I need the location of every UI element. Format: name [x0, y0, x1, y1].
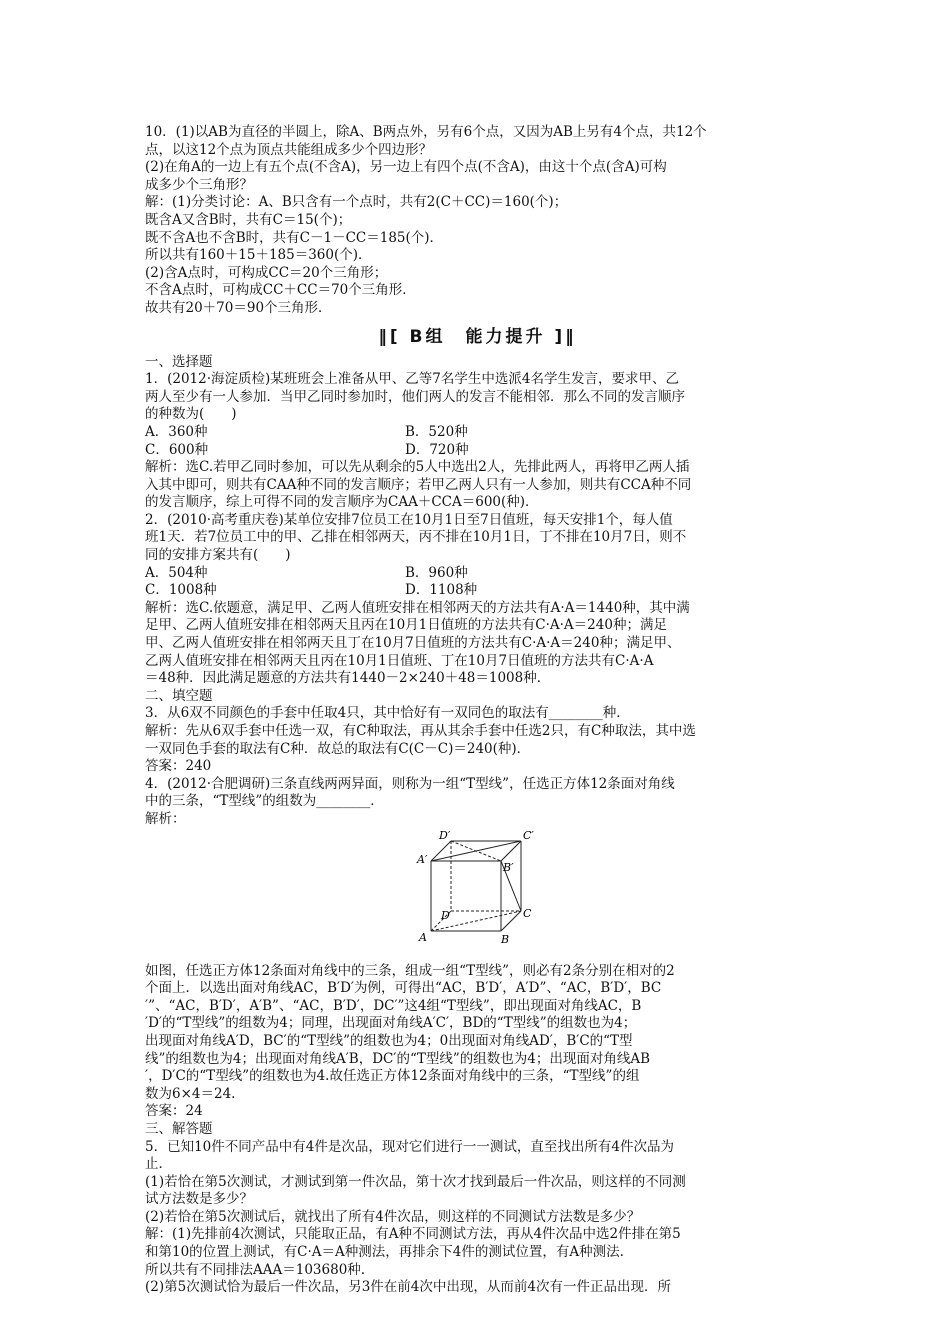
- text-line: 个面上．以选出面对角线AC，B′D′为例，可得出“AC，B′D′，A′D”、“AC，B′D′，BC: [145, 980, 662, 997]
- text-line: (2)若恰在第5次测试后，就找出了所有4件次品，则这样的不同测试方法数是多少？: [145, 1208, 641, 1225]
- options-row: [145, 424, 810, 442]
- text-line: 既不含A也不含B时，共有C－1－CC＝185(个)．: [145, 229, 444, 246]
- option-a: A．360种: [145, 423, 208, 440]
- text-line: 解：(1)先排前4次测试，只能取正品，有A种不同测试方法，再从4件次品中选2件排在第5: [145, 1226, 681, 1243]
- banner-left-bracket: ‖[: [378, 326, 401, 347]
- text-line: 10．(1)以AB为直径的半圆上，除A、B两点外，另有6个点，又因为AB上另有4个点，共12个: [145, 124, 707, 140]
- text-line: 故共有20＋70＝90个三角形．: [145, 299, 332, 316]
- text-line: 足甲、乙两人值班安排在相邻两天且丙在10月1日值班的方法共有C·A·A＝240种；满足: [145, 617, 667, 634]
- text-line: (2)第5次测试恰为最后一件次品，另3件在前4次中出现，从而前4次有一件正品出现．所: [145, 1279, 671, 1296]
- text-line: ′D′的“T型线”的组数为4；同理，出现面对角线A′C′，BD的“T型线”的组数也为4；: [145, 1015, 637, 1032]
- text-line: 的种数为( ): [145, 406, 237, 423]
- text-line: 5．已知10件不同产品中有4件是次品，现对它们进行一一测试，直至找出所有4件次品为: [145, 1138, 674, 1155]
- label-b1: B′: [503, 860, 514, 874]
- label-a1: A′: [417, 852, 428, 866]
- option-d: D．720种: [405, 441, 469, 458]
- text-line: 所以共有160＋15＋185＝360(个)．: [145, 247, 372, 264]
- text-line: ′，D′C的“T型线”的组数也为4.故任选正方体12条面对角线中的三条，“T型线”的组: [145, 1068, 640, 1085]
- text-line: 二、填空题: [145, 687, 213, 704]
- text-line: 班1天．若7位员工中的甲、乙排在相邻两天，丙不排在10月1日，丁不排在10月7日，则不: [145, 529, 687, 546]
- option-a: A．504种: [145, 564, 208, 581]
- text-line: 答案：24: [145, 1103, 203, 1120]
- banner-title: B组 能力提升: [409, 326, 546, 347]
- option-b: B．520种: [405, 423, 468, 440]
- text-line: 解析：选C.若甲乙同时参加，可以先从剩余的5人中选出2人，先排此两人，再将甲乙两人插: [145, 459, 690, 476]
- label-c1: C′: [523, 830, 534, 842]
- text-line: 出现面对角线A′D，BC′的“T型线”的组数也为4；0出现面对角线AD′，B′C的“T型: [145, 1032, 633, 1049]
- solutions-section: [145, 600, 810, 829]
- options-row: [145, 582, 810, 600]
- text-line: 答案：240: [145, 758, 212, 775]
- text-line: 既含A又含B时，共有C＝15(个)；: [145, 211, 352, 228]
- label-d1: D′: [439, 830, 451, 842]
- label-a: A: [419, 930, 427, 944]
- text-line: 入其中即可，则共有CAA种不同的发言顺序；若甲乙两人只有一人参加，则共有CCA种不同: [145, 476, 692, 493]
- option-c: C．600种: [145, 441, 209, 458]
- text-line: 甲、乙两人值班安排在相邻两天且丁在10月7日值班的方法共有C·A·A＝240种；满足甲、: [145, 635, 681, 652]
- label-b: B: [501, 932, 510, 946]
- text-line: 所以共有不同排法AAA＝103680种.: [145, 1261, 366, 1278]
- text-line: 如图，任选正方体12条面对角线中的三条，组成一组“T型线”，则必有2条分别在相对的2: [145, 962, 675, 979]
- text-line: 数为6×4＝24.: [145, 1085, 236, 1102]
- label-c: C: [523, 906, 532, 920]
- options-row: [145, 442, 810, 460]
- section-banner: [145, 326, 810, 348]
- text-line: 线”的组数也为4；出现面对角线A′B，DC′的“T型线”的组数也为4；出现面对角线AB: [145, 1050, 651, 1067]
- cube-diagram: [415, 831, 545, 961]
- text-line: (1)若恰在第5次测试，才测试到第一件次品，第十次才找到最后一件次品，则这样的不同测: [145, 1173, 686, 1190]
- cube-figure: [145, 831, 810, 961]
- text-line: 不含A点时，可构成CC＋CC＝70个三角形．: [145, 282, 416, 299]
- text-line: ′”、“AC，B′D′，A′B”、“AC，B′D′，DC′”这4组“T型线”，即出现面对角线AC，B: [145, 997, 642, 1014]
- text-line: 解析：先从6双手套中任选一双，有C种取法，再从其余手套中任选2只，有C种取法，其中选: [145, 723, 696, 739]
- label-d: D: [441, 908, 450, 922]
- text-line: 2．(2010·高考重庆卷)某单位安排7位员工在10月1日至7日值班，每天安排1个，每人值: [145, 511, 673, 528]
- text-line: 三、解答题: [145, 1120, 213, 1137]
- text-line: 试方法数是多少？: [145, 1191, 253, 1208]
- text-line: 一双同色手套的取法有C种．故总的取法有C(C－C)＝240(种)．: [145, 740, 531, 757]
- text-line: 和第10的位置上测试，有C·A＝A种测法，再排余下4件的测试位置，有A种测法.: [145, 1244, 624, 1261]
- problem-2-section: [145, 459, 810, 565]
- text-line: 解析：选C.依题意，满足甲、乙两人值班安排在相邻两天的方法共有A·A＝1440种，其中满: [145, 599, 690, 616]
- option-d: D．1108种: [405, 582, 478, 599]
- text-line: 解：(1)分类讨论：A、B只含有一个点时，共有2(C＋CC)＝160(个)；: [145, 194, 568, 211]
- text-line: 两人至少有一人参加．当甲乙同时参加时，他们两人的发言不能相邻．那么不同的发言顺序: [145, 388, 685, 405]
- text-line: 止．: [145, 1156, 172, 1173]
- text-line: ＝48种．因此满足题意的方法共有1440－2×240＋48＝1008种．: [145, 670, 551, 687]
- text-line: 解析：: [145, 810, 186, 827]
- text-line: 4．(2012·合肥调研)三条直线两两异面，则称为一组“T型线”，任选正方体12条面对角线: [145, 775, 675, 792]
- text-line: 一、选择题: [145, 353, 213, 370]
- document-page: [145, 124, 810, 1297]
- banner-right-bracket: ]‖: [554, 326, 577, 347]
- text-line: 成多少个三角形？: [145, 176, 253, 193]
- option-c: C．1008种: [145, 582, 217, 599]
- problem-1-section: [145, 354, 810, 424]
- text-line: 1．(2012·海淀质检)某班班会上准备从甲、乙等7名学生中选派4名学生发言，要求甲、乙: [145, 371, 679, 388]
- text-line: 点，以这12个点为顶点共能组成多少个四边形？: [145, 141, 433, 158]
- options-row: [145, 565, 810, 583]
- text-line: 3．从6双不同颜色的手套中任取4只，其中恰好有一双同色的取法有________种．: [145, 705, 630, 722]
- text-line: 中的三条，“T型线”的组数为________．: [145, 793, 384, 810]
- text-line: (2)在角A的一边上有五个点(不含A)，另一边上有四个点(不含A)，由这十个点(含A)可构: [145, 159, 667, 176]
- option-b: B．960种: [405, 564, 468, 581]
- text-line: 乙两人值班安排在相邻两天且丙在10月1日值班、丁在10月7日值班的方法共有C·A·A: [145, 652, 654, 669]
- text-line: (2)含A点时，可构成CC＝20个三角形；: [145, 264, 388, 281]
- problem-4-5-section: [145, 963, 810, 1297]
- problem-10-section: [145, 124, 810, 318]
- text-line: 的发言顺序，综上可得不同的发言顺序为CAA＋CCA＝600(种)．: [145, 494, 539, 511]
- text-line: 同的安排方案共有( ): [145, 547, 291, 564]
